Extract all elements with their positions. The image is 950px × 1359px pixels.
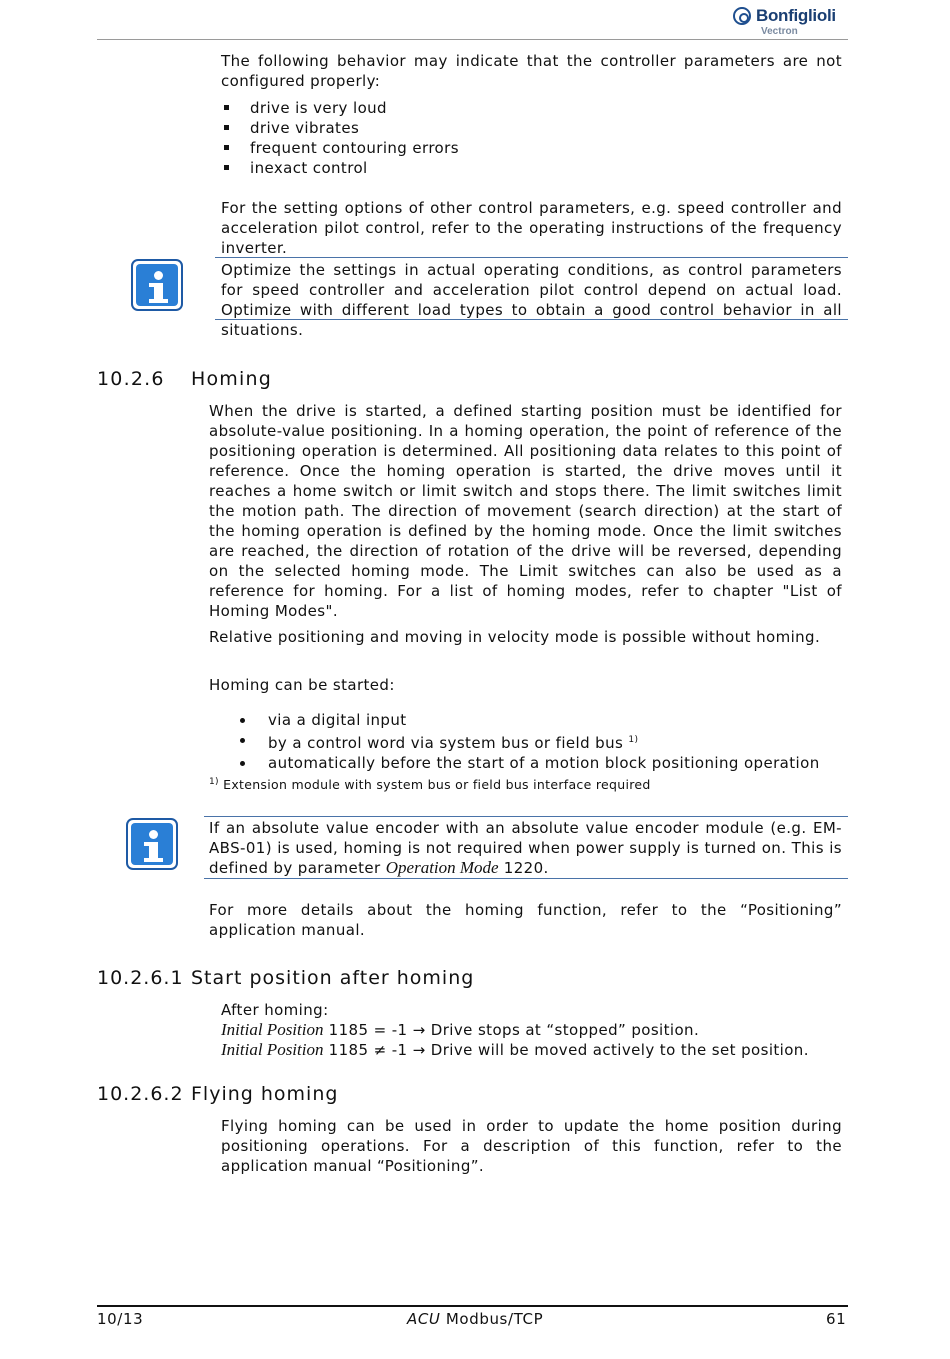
list-item: inexact control [221,158,842,178]
flying-homing-paragraph: Flying homing can be used in order to update the home position during positioning operations. For a description of this function, refer to the application manual “Positioning”. [221,1117,842,1175]
note-bottom-rule [204,878,848,879]
logo-ring-icon [733,7,751,25]
footnote-mark: 1) [209,777,219,787]
note-optimize-text: Optimize the settings in actual operating conditions, as control parameters for speed controller and acceleration pilot control depend on actual load. Optimize with different load types to obtain a good control behavior in all situations. [221,261,842,339]
note-absolute-encoder: If an absolute value encoder with an absolute value encoder module (e.g. EM-ABS-01) is used, homing is not required when power supply is turned on. This is defined by parameter Operation Mode 1220. [209,819,842,877]
relative-positioning-paragraph: Relative positioning and moving in velocity mode is possible without homing. [209,628,821,646]
section-title: Start position after homing [191,967,475,989]
section-heading-flying-homing [97,1083,338,1105]
list-item: drive is very loud [221,98,842,118]
footnote [209,777,651,792]
footer-product: ACU Modbus/TCP [407,1310,544,1328]
brand-subname: Vectron [761,26,798,37]
section-number: 10.2.6.1 [97,967,184,989]
info-icon [131,259,183,311]
param-name: Operation Mode [385,858,499,877]
homing-paragraph: When the drive is started, a defined starting position must be identified for absolute-value positioning. In a homing operation, the point of reference of the positioning operation is determined. All positioning data relates to this point of reference. Once the homing operation is started, the drive moves until it reaches a home switch or limit switch and stops there. The limit switches limit the motion path. The direction of movement (search direction) at the start of the homing operation is defined by the homing mode. Once the limit switches are reached, the direction of rotation of the drive will be reversed, depending on the selected homing mode. The Limit switches can also be used as a reference for homing. For a list of homing modes, refer to chapter "List of Homing Modes". [209,402,842,620]
start-position-line-1: Initial Position 1185 = -1 → Drive stops at “stopped” position. [221,1020,700,1039]
symptom-list [221,98,842,178]
list-item: by a control word via system bus or field bus $^{1)}$ [209,730,842,753]
param-name: Initial Position [221,1020,324,1039]
footnote-ref: 1) [628,735,639,745]
list-item: frequent contouring errors [221,138,842,158]
note-top-rule [215,257,848,258]
footer-date: 10/13 [97,1310,144,1328]
footer-divider [97,1305,848,1307]
list-item: automatically before the start of a motion block positioning operation [209,753,842,773]
brand-logo [733,4,848,38]
footnote-text: Extension module with system bus or field bus interface required [223,777,651,793]
header-divider [97,39,848,40]
info-icon [126,818,178,870]
section-title: Flying homing [191,1083,339,1105]
note-bottom-rule [215,319,848,320]
section-number: 10.2.6.2 [97,1083,184,1105]
more-details-paragraph: For more details about the homing function, refer to the “Positioning” application manual. [209,901,842,939]
list-item: drive vibrates [221,118,842,138]
section-heading-homing [97,368,272,390]
param-number: 1220. [503,859,549,877]
intro-paragraph: The following behavior may indicate that the controller parameters are not configured properly: [221,52,842,90]
param-name: Initial Position [221,1040,324,1059]
section-heading-start-position [97,967,474,989]
start-position-line-2: Initial Position 1185 ≠ -1 → Drive will be moved actively to the set position. [221,1040,809,1059]
section-number: 10.2.6 [97,368,165,390]
list-item: via a digital input [209,710,842,730]
homing-start-list [209,710,842,773]
settings-paragraph: For the setting options of other control parameters, e.g. speed controller and acceleration pilot control, refer to the operating instructions of the frequency inverter. [221,199,842,257]
section-title: Homing [191,368,273,390]
brand-name: Bonfiglioli [756,6,836,25]
note-top-rule [204,816,848,817]
homing-start-intro: Homing can be started: [209,676,395,694]
page-number: 61 [826,1310,847,1328]
start-position-intro: After homing: [221,1001,329,1019]
